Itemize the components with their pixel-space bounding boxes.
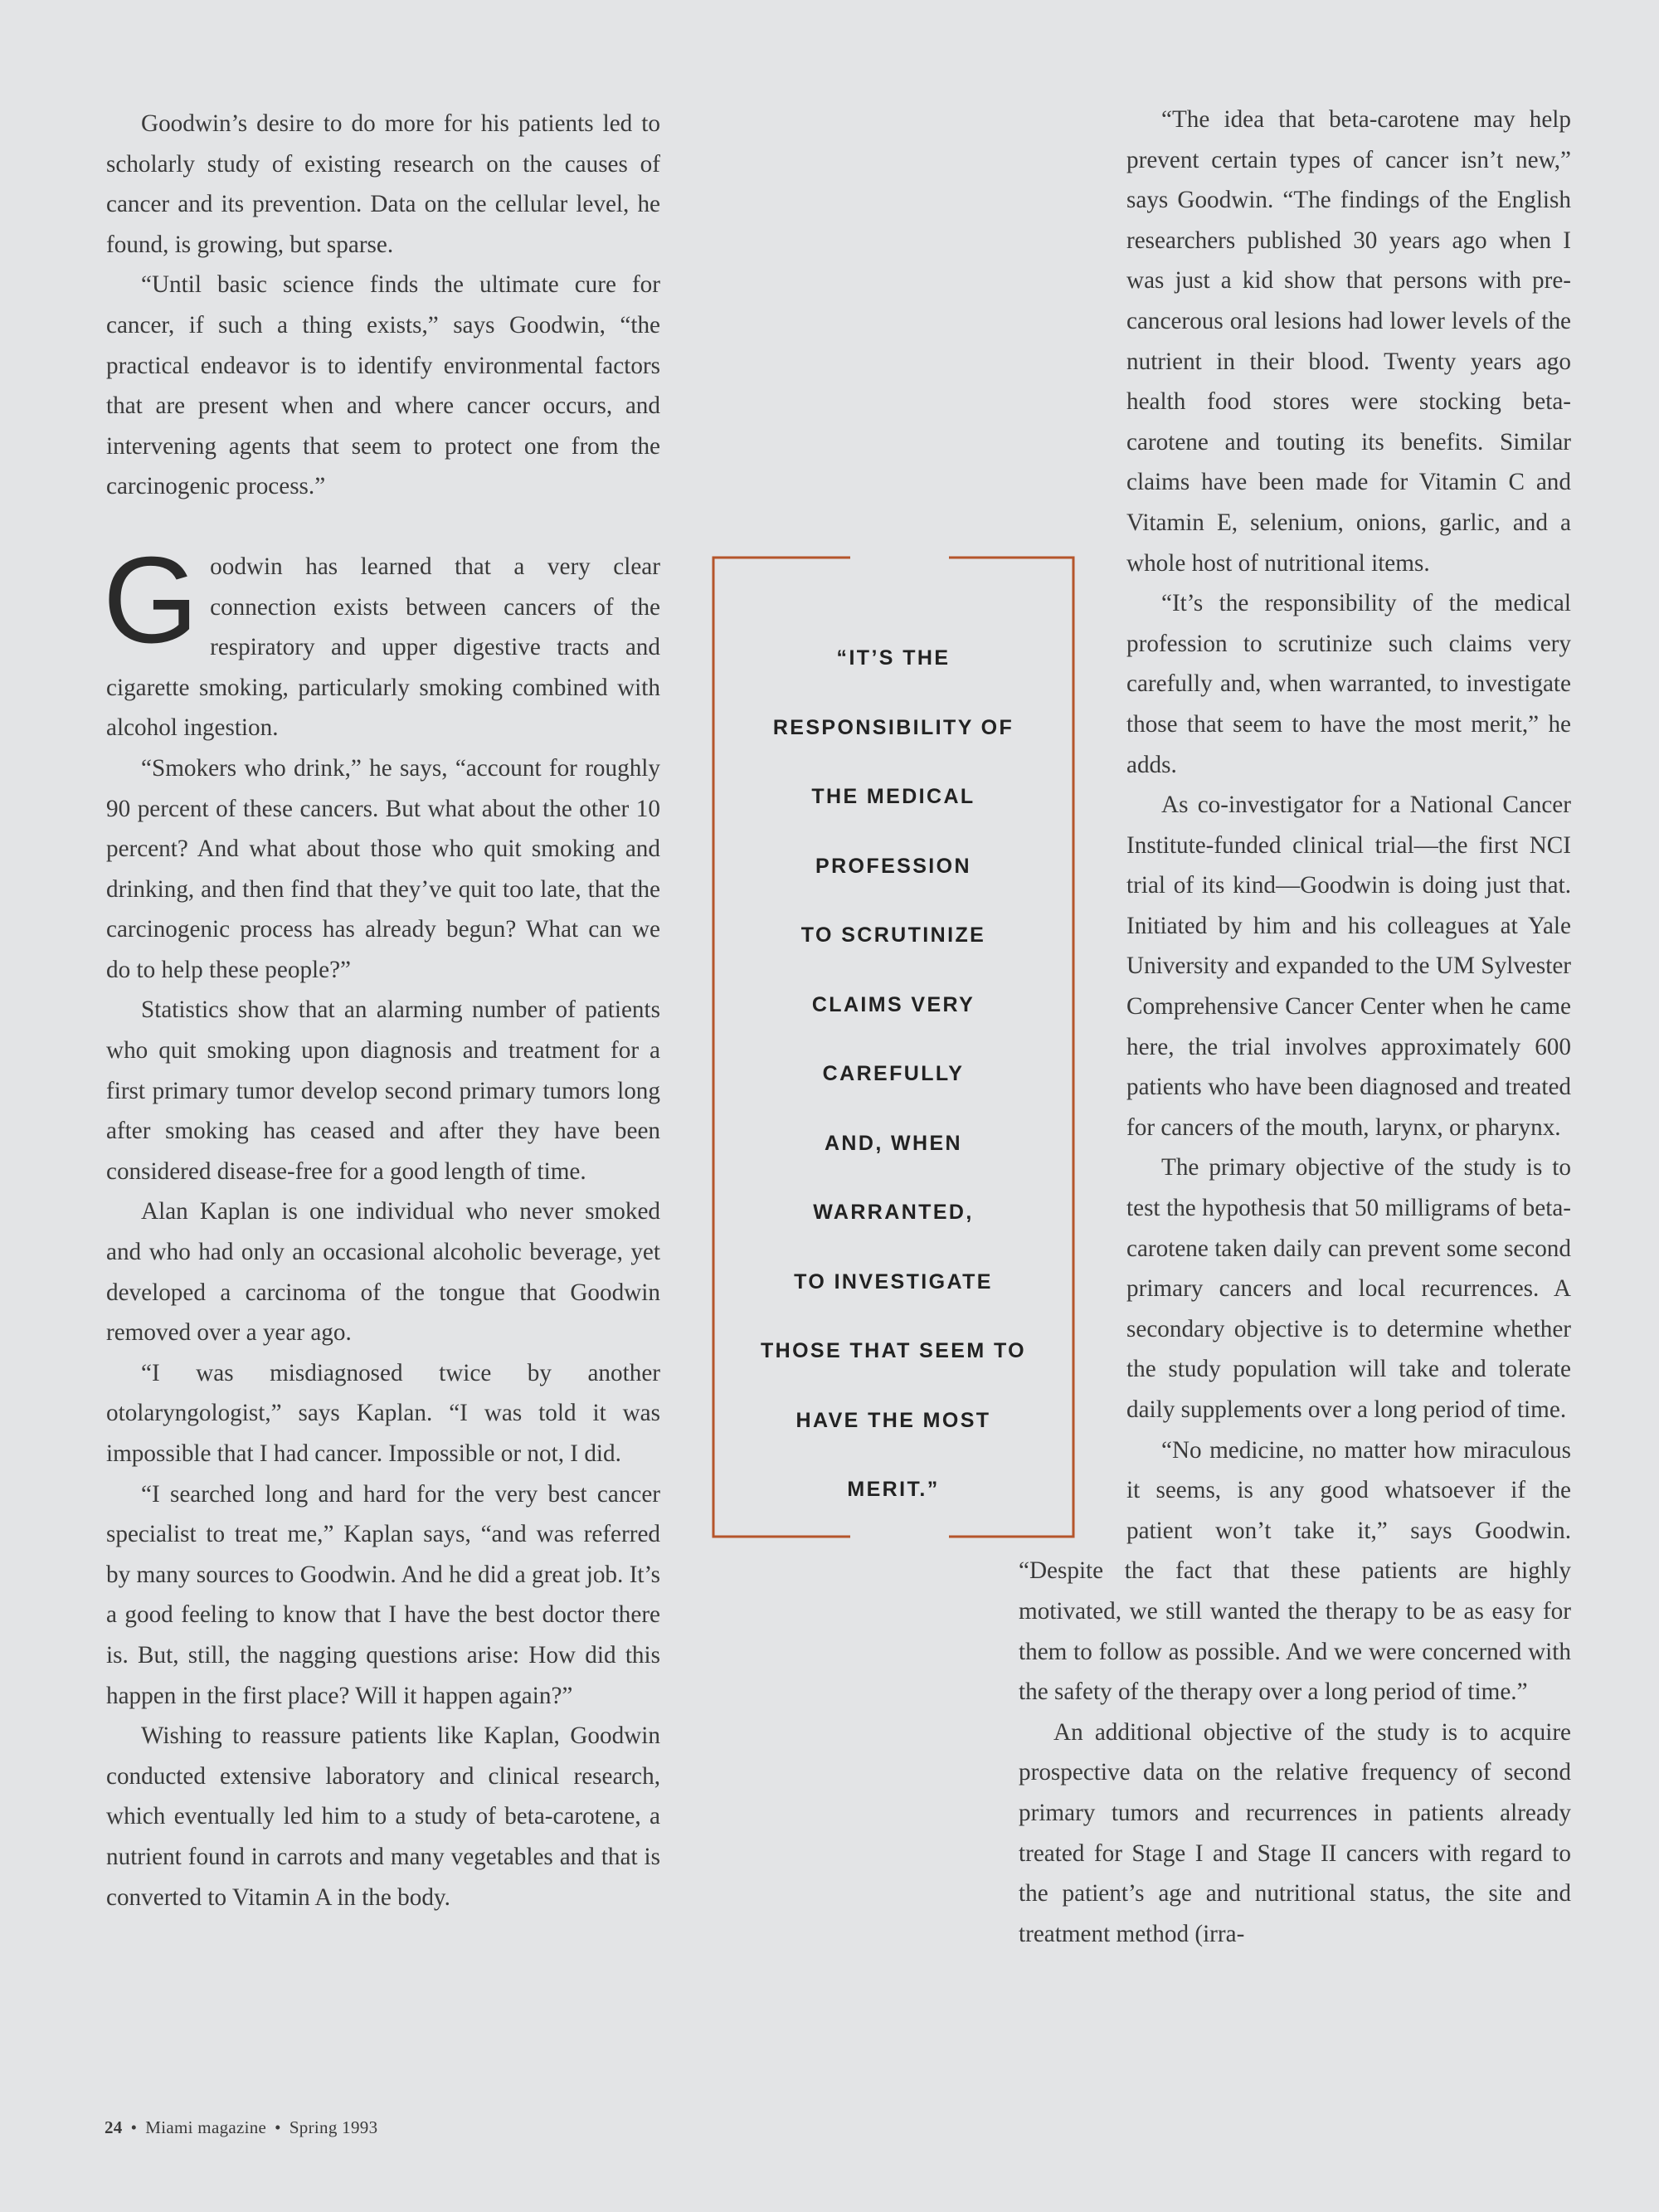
issue-date: Spring 1993 [289,2117,378,2137]
pull-quote-line: THE MEDICAL [811,785,975,808]
pull-quote [712,556,1075,1538]
drop-cap: G [103,531,199,669]
pull-quote-line: AND, WHEN [824,1131,963,1155]
pull-quote-line: “IT’S THE [836,646,951,670]
paragraph: Wishing to reassure patients like Kaplan, Goodwin conducted extensive laboratory and clinical research, which eventually led him to a study of beta-carotene, a nutrient found in carrots and many vegetables and that is converted to Vitamin A in the body. [106,1722,660,1911]
pull-quote-line: CAREFULLY [822,1062,965,1085]
paragraph: “Smokers who drink,” he says, “account for roughly 90 percent of these cancers. But what about the other 10 percent? And what about those who quit smoking and drinking, and then find that they’ve quit too late, that the carcinogenic process has already begun? What can we do to help these people?” [106,754,660,983]
pull-quote-line: TO SCRUTINIZE [800,923,986,947]
pull-quote-line: CLAIMS VERY [811,992,975,1016]
paragraph: Statistics show that an alarming number of patients who quit smoking upon diagnosis and treatment for a first primary tumor develop second primary tumors long after smoking has ceased and after they have been considered disease-free for a good length of time. [106,996,660,1185]
left-column [103,104,660,1917]
paragraph: “The idea that beta-carotene may help prevent certain types of cancer isn’t new,” says Goodwin. “The findings of the English researchers published 30 years ago when I was just a kid show that persons with pre-cancerous oral lesions had lower levels of the nutrient in their blood. Twenty years ago health food stores were stocking beta-carotene and touting its benefits. Similar claims have been made for Vitamin C and Vitamin E, selenium, onions, garlic, and a whole host of nutritional items. [1126,106,1571,577]
pull-quote-line: MERIT.” [847,1478,940,1501]
dropcap-paragraph-text: oodwin has learned that a very clear connection exists between cancers of the respiratory and upper digestive tracts and cigarette smoking, particularly smoking combined with alcohol ingestion. [106,553,660,742]
paragraph-dropcap [103,531,660,748]
paragraph: “No medicine, no matter how miraculous it seems, is any good whatsoever if the patient won’t take it,” says Goodwin. “Despite the fact that these patients are highly motivated, we still wanted the therapy to be as easy for them to follow as possible. And we were concerned with the safety of the therapy over a long period of time.” [1019,1436,1571,1706]
paragraph: An additional objective of the study is to acquire prospective data on the relative frequency of second primary tumors and recurrences in patients already treated for Stage I and Stage II cancers with regard to the patient’s age and nutritional status, the site and treatment method (irra- [1019,1718,1571,1947]
paragraph: Goodwin’s desire to do more for his patients led to scholarly study of existing research on the causes of cancer and its prevention. Data on the cellular level, he found, is growing, but sparse. [106,110,660,258]
paragraph: Alan Kaplan is one individual who never smoked and who had only an occasional alcoholic beverage, yet developed a carcinoma of the tongue that Goodwin removed over a year ago. [106,1198,660,1347]
pull-quote-line: PROFESSION [815,854,971,878]
paragraph: The primary objective of the study is to test the hypothesis that 50 milligrams of beta-carotene taken daily can prevent some second primary cancers and local recurrences. A secondary objective is to determine whether the study population will take and tolerate daily supplements over a long period of time. [1126,1154,1571,1423]
publication-name: Miami magazine [145,2117,267,2137]
pull-quote-line: HAVE THE MOST [795,1408,991,1432]
footer-separator: • [275,2117,281,2137]
paragraph: “It’s the responsibility of the medical profession to scrutinize such claims very carefully and, when warranted, to investigate those that seem to have the most merit,” he adds. [1126,590,1571,778]
footer-separator: • [130,2117,138,2137]
pull-quote-line: RESPONSIBILITY OF [772,715,1014,739]
pull-quote-line: TO INVESTIGATE [794,1269,993,1294]
paragraph: “I searched long and hard for the very best cancer specialist to treat me,” Kaplan says, “and was referred by many sources to Goodwin. And he did a great job. It’s a good feeling to know that I have the best doctor there is. But, still, the nagging questions arise: How did this happen in the first place? Will it happen again?” [106,1480,660,1709]
pull-quote-line: WARRANTED, [813,1201,974,1224]
paragraph: As co-investigator for a National Cancer Institute-funded clinical trial—the first NCI trial of its kind—Goodwin is doing just that. Initiated by him and his colleagues at Yale University and expanded to the UM Sylvester Comprehensive Cancer Center when he came here, the trial involves approximately 600 patients who have been diagnosed and treated for cancers of the mouth, larynx, or pharynx. [1126,792,1571,1141]
paragraph: “Until basic science finds the ultimate cure for cancer, if such a thing exists,” says Goodwin, “the practical endeavor is to identify environmental factors that are present when and where cancer occurs, and intervening agents that seem to protect one from the carcinogenic process.” [106,271,660,500]
pull-quote-line: THOSE THAT SEEM TO [760,1339,1027,1362]
paragraph: “I was misdiagnosed twice by another otolaryngologist,” says Kaplan. “I was told it was impossible that I had cancer. Impossible or not, I did. [106,1359,660,1467]
page-footer [105,2117,377,2138]
page-number: 24 [105,2117,123,2137]
pull-quote-text [723,624,1063,1525]
right-column [1019,100,1571,1954]
